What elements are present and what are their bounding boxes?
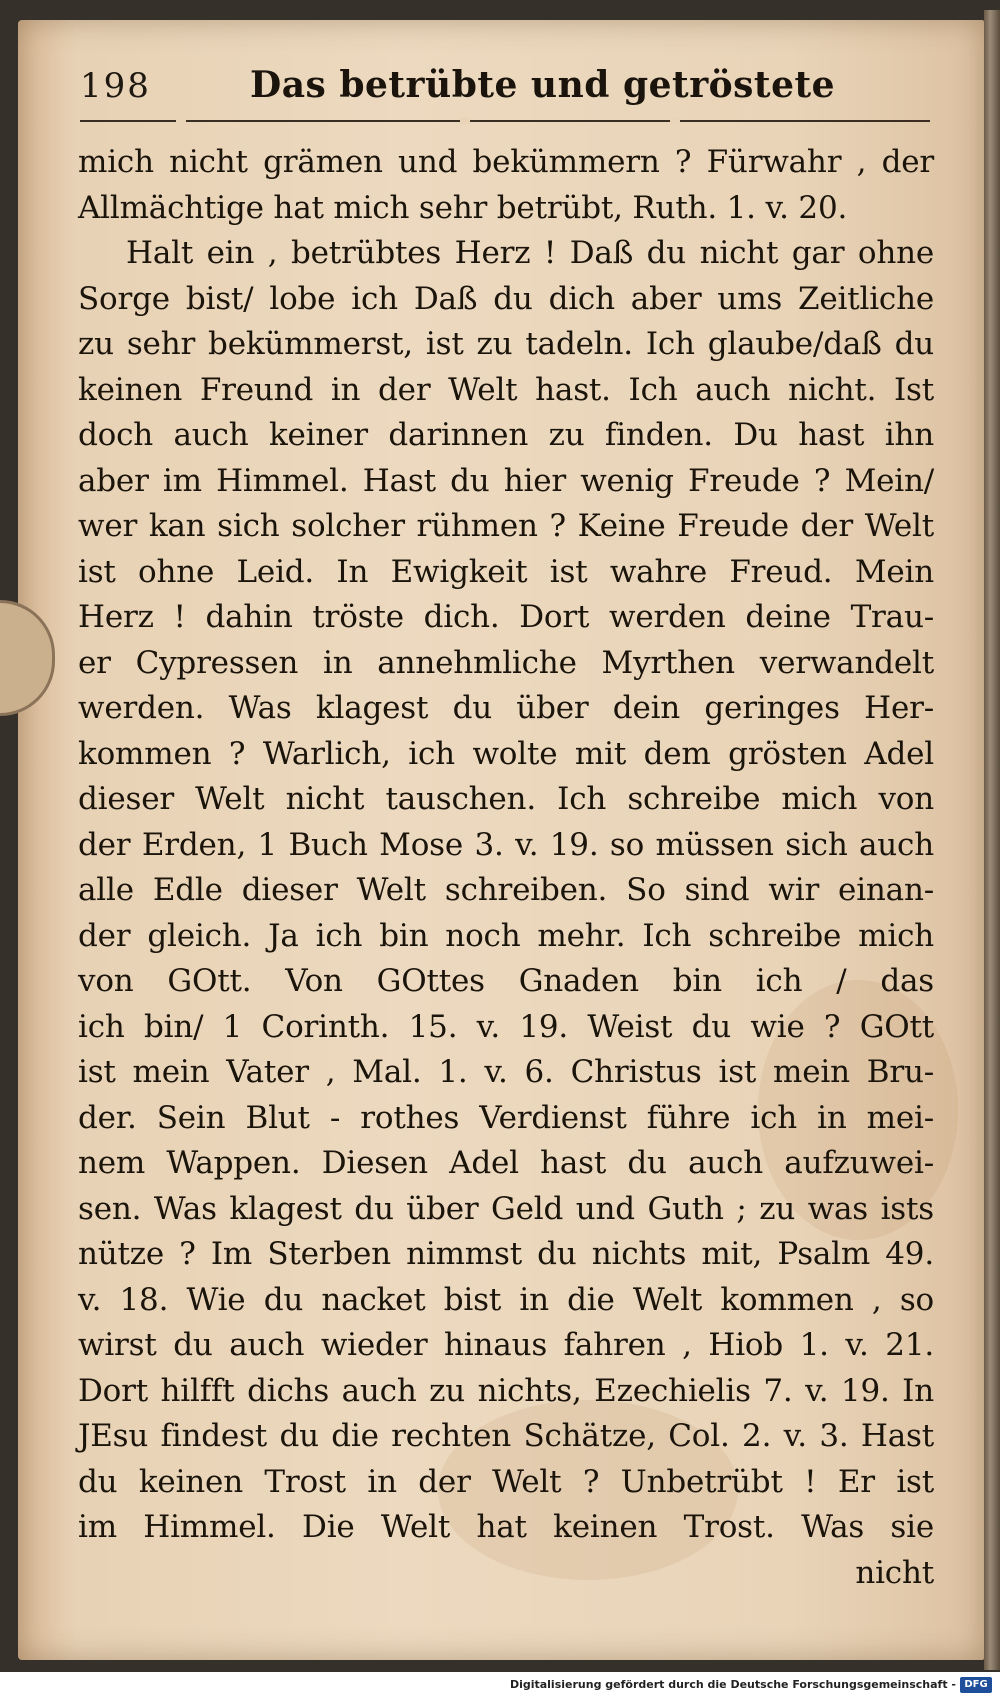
text-line: Sorge bist/ lobe ich Daß du dich aber ums Zeitliche xyxy=(78,280,934,317)
text-line: sen. Was klagest du über Geld und Guth ; zu was ists xyxy=(78,1190,934,1227)
text-line: du keinen Trost in der Welt ? Unbetrübt ! Er ist xyxy=(78,1463,934,1500)
running-head: Das betrübte und getröstete xyxy=(250,64,835,106)
text-line: Herz ! dahin tröste dich. Dort werden deine Trau- xyxy=(78,599,934,635)
page-header xyxy=(80,66,930,122)
rule-gap xyxy=(460,118,470,124)
text-line: ist mein Vater , Mal. 1. v. 6. Christus ist mein Bru- xyxy=(78,1054,934,1090)
text-line: nem Wappen. Diesen Adel hast du auch aufzuwei- xyxy=(78,1145,934,1181)
text-line: ist ohne Leid. In Ewigkeit ist wahre Freud. Mein xyxy=(78,553,934,590)
text-line: von GOtt. Von GOttes Gnaden bin ich / das xyxy=(78,963,934,999)
page-edge xyxy=(984,10,1000,1670)
text-line: mich nicht grämen und bekümmern ? Fürwahr , der xyxy=(78,144,934,180)
text-line: im Himmel. Die Welt hat keinen Trost. Was sie xyxy=(78,1509,934,1545)
catchword: nicht xyxy=(855,1554,934,1591)
text-line: wer kan sich solcher rühmen ? Keine Freude der Welt xyxy=(78,508,934,544)
dfg-logo-icon: DFG xyxy=(960,1677,992,1693)
page-number: 198 xyxy=(80,66,151,106)
text-line: alle Edle dieser Welt schreiben. So sind wir einan- xyxy=(78,872,934,908)
footer-bar xyxy=(0,1672,1000,1700)
text-line: wirst du auch wieder hinaus fahren , Hiob 1. v. 21. xyxy=(78,1327,934,1363)
rule-gap xyxy=(176,118,186,124)
text-line: v. 18. Wie du nacket bist in die Welt kommen , so xyxy=(78,1281,934,1318)
header-rule xyxy=(80,120,930,122)
text-line: ich bin/ 1 Corinth. 15. v. 19. Weist du wie ? GOtt xyxy=(78,1008,934,1045)
text-line: zu sehr bekümmerst, ist zu tadeln. Ich glaube/daß du xyxy=(78,326,934,362)
text-line: er Cypressen in annehmliche Myrthen verwandelt xyxy=(78,644,934,681)
text-line: keinen Freund in der Welt hast. Ich auch nicht. Ist xyxy=(78,371,934,408)
text-line: werden. Was klagest du über dein geringes Her- xyxy=(78,690,934,726)
text-line: kommen ? Warlich, ich wolte mit dem grösten Adel xyxy=(78,735,934,772)
text-line: JEsu findest du die rechten Schätze, Col. 2. v. 3. Hast xyxy=(78,1418,934,1454)
body-text xyxy=(78,140,934,1596)
text-line: nütze ? Im Sterben nimmst du nichts mit, Psalm 49. xyxy=(78,1236,934,1272)
text-line: Halt ein , betrübtes Herz ! Daß du nicht gar ohne xyxy=(126,235,934,271)
text-line: dieser Welt nicht tauschen. Ich schreibe mich von xyxy=(78,781,934,817)
footer-credit: Digitalisierung gefördert durch die Deutsche Forschungsgemeinschaft - xyxy=(509,1678,956,1691)
text-line: Allmächtige hat mich sehr betrübt, Ruth. 1. v. 20. xyxy=(78,189,848,226)
text-line: der Erden, 1 Buch Mose 3. v. 19. so müssen sich auch xyxy=(78,826,934,863)
text-line: Dort hilfft dichs auch zu nichts, Ezechielis 7. v. 19. In xyxy=(78,1372,934,1409)
text-line: der. Sein Blut - rothes Verdienst führe ich in mei- xyxy=(78,1099,934,1136)
text-line: aber im Himmel. Hast du hier wenig Freude ? Mein/ xyxy=(78,462,934,499)
rule-gap xyxy=(670,118,680,124)
text-line: doch auch keiner darinnen zu finden. Du hast ihn xyxy=(78,417,934,453)
text-line: der gleich. Ja ich bin noch mehr. Ich schreibe mich xyxy=(78,917,934,954)
